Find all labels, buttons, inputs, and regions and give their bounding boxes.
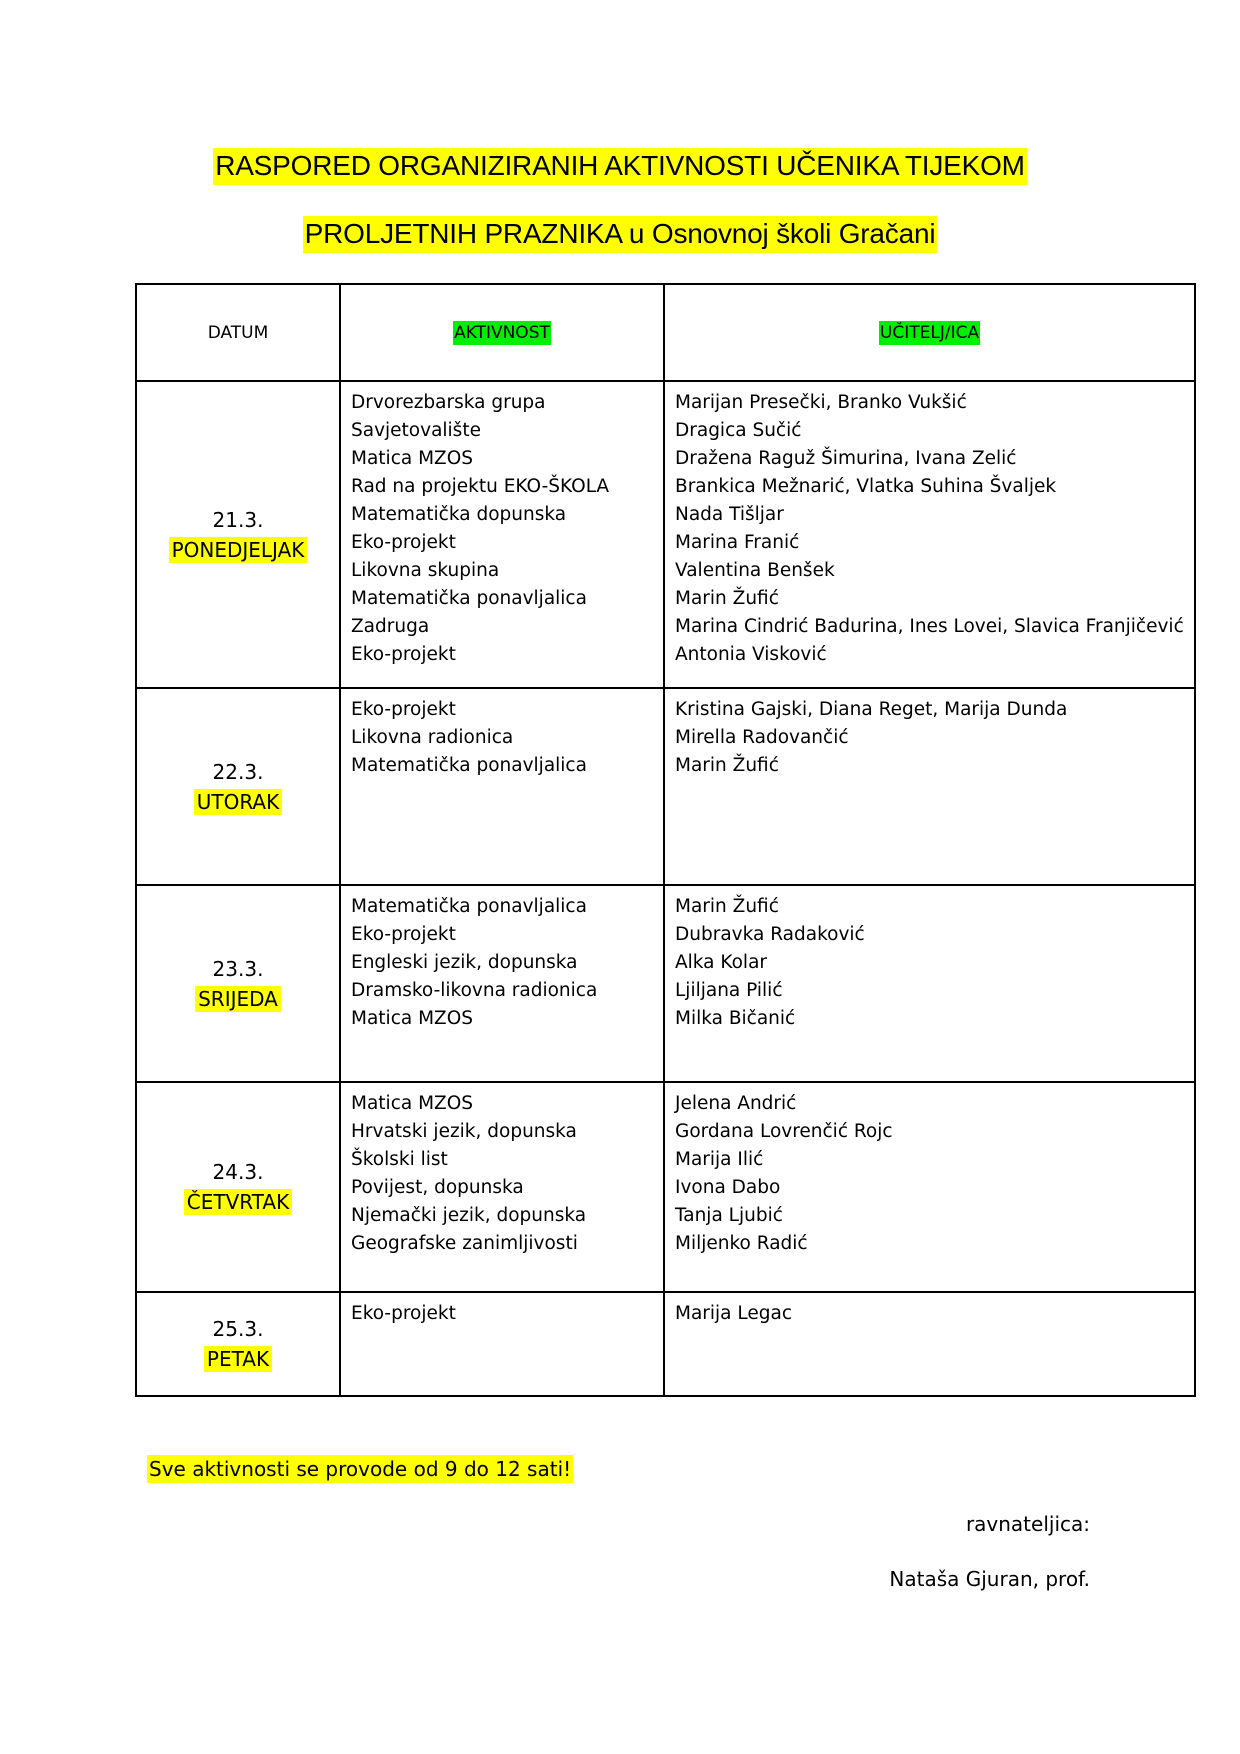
activity-item: Njemački jezik, dopunska xyxy=(351,1205,587,1226)
signature-role: ravnateljica: xyxy=(965,1512,1090,1536)
teacher-item: Marin Žufić xyxy=(675,896,779,917)
activity-item: Drvorezbarska grupa xyxy=(351,392,546,413)
document-title-line-2 xyxy=(0,218,1240,250)
teacher-item: Dragica Sučić xyxy=(675,420,802,441)
table-row xyxy=(136,381,1195,688)
activity-item: Zadruga xyxy=(351,616,430,637)
header-date-label: DATUM xyxy=(207,322,269,343)
teacher-item: Marija Legac xyxy=(675,1303,793,1324)
activity-item: Hrvatski jezik, dopunska xyxy=(351,1121,577,1142)
header-teacher xyxy=(664,284,1195,381)
table-row xyxy=(136,885,1195,1082)
teacher-item: Jelena Andrić xyxy=(675,1093,797,1114)
activities-cell xyxy=(340,1082,664,1292)
date-cell xyxy=(136,885,340,1082)
header-teacher-label: UČITELJ/ICA xyxy=(879,322,980,343)
date-cell xyxy=(136,1082,340,1292)
activity-item: Matematička dopunska xyxy=(351,504,567,525)
teacher-item: Marina Cindrić Badurina, Ines Lovei, Slavica Franjičević xyxy=(675,616,1184,637)
table-row xyxy=(136,1082,1195,1292)
teacher-item: Valentina Benšek xyxy=(675,560,835,581)
activity-item: Rad na projektu EKO-ŠKOLA xyxy=(351,476,610,497)
teacher-item: Marin Žufić xyxy=(675,588,779,609)
schedule-table xyxy=(135,283,1196,1397)
activities-cell xyxy=(340,381,664,688)
document-title-line-1 xyxy=(0,150,1240,182)
activity-item: Eko-projekt xyxy=(351,644,456,665)
teachers-cell xyxy=(664,688,1195,885)
date-cell xyxy=(136,1292,340,1396)
activity-item: Matica MZOS xyxy=(351,1093,474,1114)
date-value: 25.3. xyxy=(212,1317,264,1341)
teachers-cell xyxy=(664,885,1195,1082)
header-activity-label: AKTIVNOST xyxy=(454,322,550,343)
activity-item: Engleski jezik, dopunska xyxy=(351,952,578,973)
day-name: SRIJEDA xyxy=(195,986,281,1012)
date-value: 23.3. xyxy=(212,956,264,981)
teachers-cell xyxy=(664,1292,1195,1396)
activity-item: Likovna radionica xyxy=(351,727,514,748)
activity-item: Matematička ponavljalica xyxy=(351,588,587,609)
day-name: UTORAK xyxy=(194,789,282,815)
teacher-item: Ivona Dabo xyxy=(675,1177,781,1198)
activity-item: Matica MZOS xyxy=(351,1008,474,1029)
day-name: PONEDJELJAK xyxy=(169,537,308,563)
teacher-item: Miljenko Radić xyxy=(675,1233,808,1254)
header-date xyxy=(136,284,340,381)
title-line-1-text: RASPORED ORGANIZIRANIH AKTIVNOSTI UČENIKA TIJEKOM xyxy=(213,148,1027,185)
teacher-item: Milka Bičanić xyxy=(675,1008,796,1029)
teacher-item: Kristina Gajski, Diana Reget, Marija Dunda xyxy=(675,699,1068,720)
teacher-item: Marija Ilić xyxy=(675,1149,764,1170)
activity-item: Eko-projekt xyxy=(351,699,456,720)
teacher-item: Marin Žufić xyxy=(675,755,779,776)
table-row xyxy=(136,1292,1195,1396)
activity-item: Eko-projekt xyxy=(351,532,456,553)
date-value: 22.3. xyxy=(212,759,264,784)
footer-note-text: Sve aktivnosti se provode od 9 do 12 sati! xyxy=(149,1457,572,1481)
day-name: PETAK xyxy=(204,1346,272,1372)
date-cell xyxy=(136,381,340,688)
table-row xyxy=(136,688,1195,885)
activity-item: Matematička ponavljalica xyxy=(351,755,587,776)
activities-cell xyxy=(340,688,664,885)
teacher-item: Brankica Mežnarić, Vlatka Suhina Švaljek xyxy=(675,476,1057,497)
activity-item: Školski list xyxy=(351,1149,448,1170)
teacher-item: Ljiljana Pilić xyxy=(675,980,783,1001)
day-name: ČETVRTAK xyxy=(184,1189,292,1215)
activity-item: Likovna skupina xyxy=(351,560,500,581)
activity-item: Matica MZOS xyxy=(351,448,474,469)
teacher-item: Tanja Ljubić xyxy=(675,1205,783,1226)
activity-item: Savjetovalište xyxy=(351,420,481,441)
signature-name: Nataša Gjuran, prof. xyxy=(889,1567,1090,1591)
date-cell xyxy=(136,688,340,885)
teacher-item: Mirella Radovančić xyxy=(675,727,849,748)
activities-cell xyxy=(340,1292,664,1396)
date-value: 21.3. xyxy=(212,507,264,532)
activity-item: Dramsko-likovna radionica xyxy=(351,980,598,1001)
activities-cell xyxy=(340,885,664,1082)
table-header-row xyxy=(136,284,1195,381)
teacher-item: Dubravka Radaković xyxy=(675,924,865,945)
footer-note xyxy=(147,1457,573,1481)
teacher-item: Marina Franić xyxy=(675,532,800,553)
teacher-item: Alka Kolar xyxy=(675,952,768,973)
header-activity xyxy=(340,284,664,381)
teacher-item: Nada Tišljar xyxy=(675,504,784,525)
activity-item: Eko-projekt xyxy=(351,924,456,945)
teachers-cell xyxy=(664,1082,1195,1292)
teachers-cell xyxy=(664,381,1195,688)
activity-item: Geografske zanimljivosti xyxy=(351,1233,578,1254)
teacher-item: Antonia Visković xyxy=(675,644,827,665)
teacher-item: Gordana Lovrenčić Rojc xyxy=(675,1121,893,1142)
date-value: 24.3. xyxy=(212,1160,264,1184)
activity-item: Matematička ponavljalica xyxy=(351,896,587,917)
teacher-item: Dražena Raguž Šimurina, Ivana Zelić xyxy=(675,448,1017,469)
teacher-item: Marijan Presečki, Branko Vukšić xyxy=(675,392,967,413)
title-line-2-text: PROLJETNIH PRAZNIKA u Osnovnoj školi Gračani xyxy=(303,216,938,253)
activity-item: Eko-projekt xyxy=(351,1303,456,1324)
activity-item: Povijest, dopunska xyxy=(351,1177,524,1198)
